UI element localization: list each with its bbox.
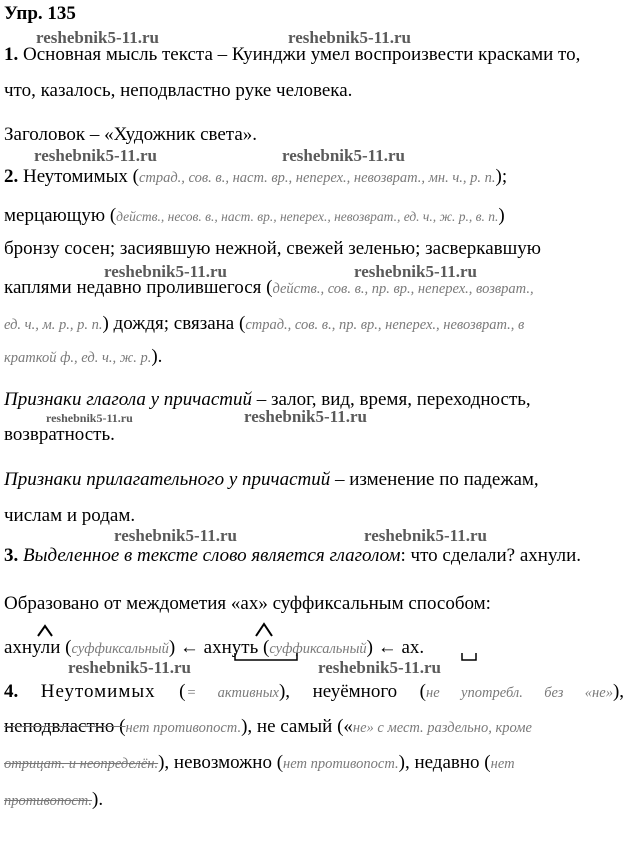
watermark: reshebnik5-11.ru (114, 526, 237, 545)
watermark: reshebnik5-11.ru (282, 146, 405, 165)
adj-signs-line1: Признаки прилагательного у причастий – изменение по падежам, (4, 469, 539, 490)
watermark: reshebnik5-11.ru (34, 146, 157, 165)
watermark: reshebnik5-11.ru (46, 411, 133, 425)
suffix-mark-icon (256, 624, 272, 636)
ending-mark-icon (462, 653, 476, 660)
task3-line2: Образовано от междометия «ах» суффиксальным способом: (4, 593, 491, 614)
task2-line2: мерцающую (действ., несов. в., наст. вр., неперех., невозврат., ед. ч., ж. р., в. п.) (4, 205, 505, 226)
task1-line2: что, казалось, неподвластно руке человека. (4, 80, 353, 101)
watermark: reshebnik5-11.ru (354, 262, 477, 281)
task2-line1: 2. Неутомимых (страд., сов. в., наст. вр., неперех., невозврат., мн. ч., р. п.); (4, 166, 508, 187)
task2-line4: каплями недавно пролившегося (действ., сов. в., пр. вр., неперех., возврат., (4, 277, 534, 298)
suffix-mark-icon (38, 626, 52, 636)
watermark: reshebnik5-11.ru (104, 262, 227, 281)
task1-line1: 1. Основная мысль текста – Куинджи умел воспроизвести красками то, (4, 44, 581, 65)
watermark: reshebnik5-11.ru (288, 28, 411, 47)
task1-heading: Заголовок – «Художник света». (4, 124, 258, 145)
exercise-title: Упр. 135 (4, 3, 76, 24)
verb-signs-line2: возвратность. (4, 424, 115, 445)
task4-line1: 4. Неутомимых (= активных), неуёмного (не употребл. без «не»), (4, 681, 625, 702)
task4-line4: противопост.). (4, 789, 104, 810)
watermark: reshebnik5-11.ru (36, 28, 159, 47)
watermark: reshebnik5-11.ru (318, 658, 441, 677)
verb-signs-line1: Признаки глагола у причастий – залог, вид, время, переходность, (4, 389, 531, 410)
watermark: reshebnik5-11.ru (68, 658, 191, 677)
task3-derivation: ахнули (суффиксальный) ← ахнуть (суффиксальный) ← ах. (4, 637, 425, 658)
watermark: reshebnik5-11.ru (364, 526, 487, 545)
ending-mark-icon (235, 653, 297, 660)
task2-line6: краткой ф., ед. ч., ж. р.). (4, 346, 163, 367)
task4-line2: неподвластно (нет противопост.), не самый («не» с мест. раздельно, кроме (4, 716, 532, 737)
task2-line5: ед. ч., м. р., р. п.) дождя; связана (страд., сов. в., пр. вр., неперех., невозврат., в (4, 313, 525, 334)
task3-line1: 3. Выделенное в тексте слово является глаголом: что сделали? ахнули. (4, 545, 582, 566)
watermark: reshebnik5-11.ru (244, 407, 367, 426)
task2-line3: бронзу сосен; засиявшую нежной, свежей зеленью; засверкавшую (4, 238, 541, 259)
task4-line3: отрицат. и неопределён.), невозможно (нет противопост.), недавно (нет (4, 752, 515, 773)
adj-signs-line2: числам и родам. (4, 505, 136, 526)
